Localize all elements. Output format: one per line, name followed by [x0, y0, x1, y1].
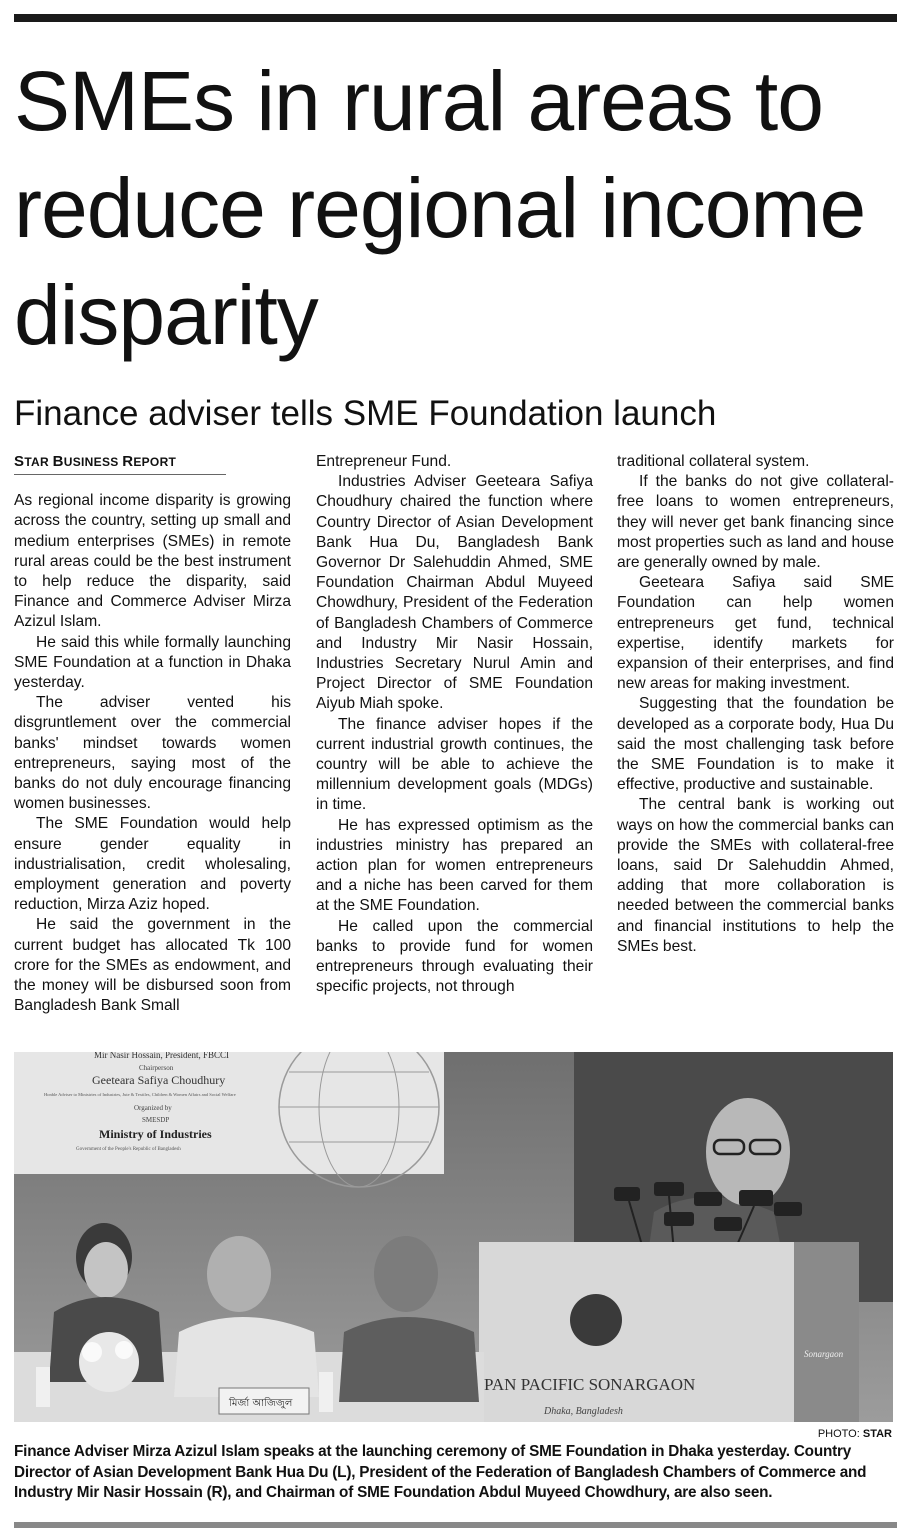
water-bottle — [319, 1372, 333, 1412]
banner-line: Government of the People's Republic of Bangladesh — [76, 1147, 181, 1152]
news-photo — [14, 1052, 893, 1422]
top-rule — [14, 14, 897, 22]
event-banner — [14, 1052, 444, 1174]
byline: STAR BUSINESS REPORT — [14, 452, 226, 475]
banner-line: Ministry of Industries — [99, 1127, 212, 1141]
paragraph: Entrepreneur Fund. — [316, 453, 452, 470]
article-column-3 — [617, 452, 894, 957]
paragraph: If the banks do not give collateral-free loans to women entrepreneurs, they will never get bank financing since most properties such as land and house are generally owned by male. — [617, 473, 894, 572]
photo-illustration — [14, 1052, 893, 1422]
photo-caption: Finance Adviser Mirza Azizul Islam speaks at the launching ceremony of SME Foundation in Dhaka yesterday. Country Director of Asian Development Bank Hua Du (L), President of the Federation of Bangladesh Chambers of Commerce and Industry Mir Nasir Hossain (R), and Chairman of SME Foundation Abdul Muyeed Chowdhury, are also seen. — [14, 1443, 867, 1501]
paragraph: As regional income disparity is growing across the country, setting up small and medium enterprises (SMEs) in remote rural areas could be the best instrument to help reduce the disparity, said Finance and Commerce Adviser Mirza Azizul Islam. — [14, 492, 291, 631]
banner-line: SMESDP — [142, 1116, 170, 1124]
nameplate-text: মির্জা আজিজুল — [229, 1398, 293, 1409]
paragraph: The adviser vented his disgruntlement over the commercial banks' mindset towards women entrepreneurs, saying most of the banks do not duly encourage financing women businesses. — [14, 694, 291, 813]
banner-line: Chairperson — [139, 1064, 174, 1072]
banner-line: Mir Nasir Hossain, President, FBCCI — [94, 1052, 229, 1060]
paragraph: He has expressed optimism as the industries ministry has prepared an action plan for women entrepreneurs and a niche has been carved for them at the SME Foundation. — [316, 816, 593, 915]
bottom-rule — [14, 1522, 897, 1528]
subheadline: Finance adviser tells SME Foundation launch — [14, 394, 717, 433]
paragraph: The finance adviser hopes if the current industrial growth continues, the country will be able to achieve the millennium development goals (MDGs) in time. — [316, 715, 593, 814]
banner-line: Honble Adviser to Ministries of Industries, Jute & Textiles, Children & Women Affairs and Social Welfare — [44, 1092, 236, 1097]
person-center-head — [207, 1236, 271, 1312]
person-right-head — [374, 1236, 438, 1312]
paragraph: traditional collateral system. — [617, 453, 810, 470]
banner-line: Geeteara Safiya Choudhury — [92, 1073, 226, 1087]
article-column-2 — [316, 452, 593, 997]
hotel-logo — [570, 1294, 622, 1346]
paragraph: The SME Foundation would help ensure gender equality in industrialisation, credit wholesaling, employment generation and poverty reduction, Mirza Aziz hoped. — [14, 815, 291, 914]
paragraph: He said this while formally launching SME Foundation at a function in Dhaka yesterday. — [14, 633, 291, 692]
paragraph: Industries Adviser Geeteara Safiya Choudhury chaired the function where Country Director of Asian Development Bank Hua Du, Bangladesh Bank Governor Dr Salehuddin Ahmed, SME Foundation Chairman Abdul Muyeed Chowdhury, President of the Federation of Bangladesh Chambers of Commerce and Industry Mir Nasir Hossain, Industries Secretary Nurul Amin and Project Director of SME Foundation Aiyub Miah spoke. — [316, 473, 593, 713]
paragraph: Geeteara Safiya said SME Foundation can help women entrepreneurs get fund, technical expertise, identify markets for expansion of their enterprises, and find new areas for making investment. — [617, 574, 894, 693]
podium-text: PAN PACIFIC SONARGAON — [484, 1375, 696, 1394]
photo-credit: PHOTO: STAR — [817, 1428, 892, 1440]
article-column-1 — [14, 452, 291, 1016]
paragraph: The central bank is working out ways on how the commercial banks can provide the SMEs with collateral-free loans, said Dr Salehuddin Ahmed, adding that more collaboration is needed between the commercial banks and financial institutions to help the SMEs best. — [617, 796, 894, 955]
flower-arrangement — [79, 1332, 139, 1392]
paragraph: He said the government in the current budget has allocated Tk 100 crore for the SMEs as endowment, and the money will be disbursed soon from Bangladesh Bank Small — [14, 916, 291, 1015]
water-bottle — [36, 1367, 50, 1407]
headline: SMEs in rural areas to reduce regional income disparity — [14, 54, 866, 362]
podium-corner-text: Sonargaon — [804, 1349, 844, 1359]
paragraph: Suggesting that the foundation be developed as a corporate body, Hua Du said the most challenging task before the SME Foundation is to make it effective, productive and sustainable. — [617, 695, 894, 794]
person-left-face — [84, 1242, 128, 1298]
paragraph: He called upon the commercial banks to provide fund for women entrepreneurs through evaluating their specific projects, not through — [316, 917, 593, 996]
podium-subtext: Dhaka, Bangladesh — [544, 1406, 623, 1417]
banner-line: Organized by — [134, 1104, 172, 1112]
person-center-shirt — [174, 1317, 319, 1397]
person-right-suit — [339, 1317, 479, 1402]
